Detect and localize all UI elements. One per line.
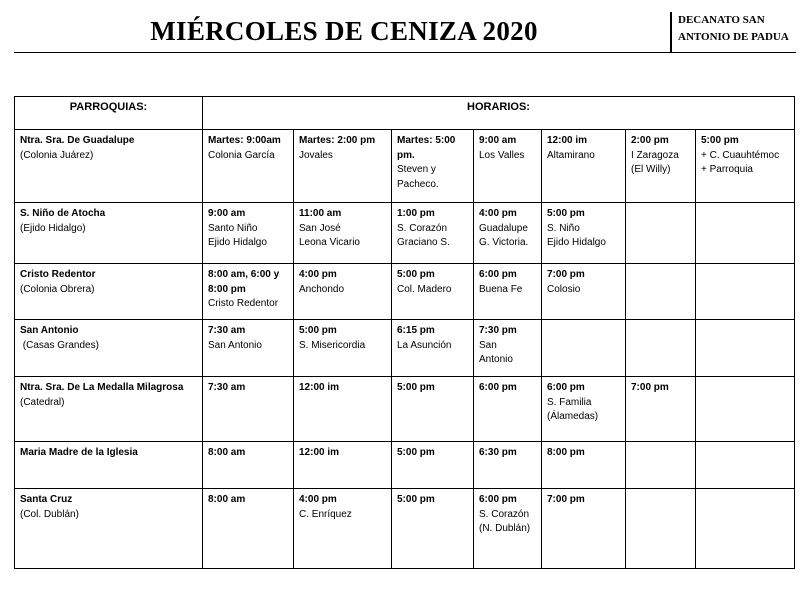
schedule-cell xyxy=(294,377,392,442)
parish-location: (Casas Grandes) xyxy=(20,339,99,351)
mass-time: 2:00 pm xyxy=(631,135,669,146)
schedule-cell xyxy=(474,320,542,377)
schedule-cell xyxy=(474,442,542,489)
schedule-cell xyxy=(392,442,474,489)
mass-location: S. Corazón xyxy=(479,508,530,520)
mass-location: (N. Dublán) xyxy=(479,523,531,534)
schedule-cell xyxy=(474,203,542,264)
parish-location: (Colonia Obrera) xyxy=(20,283,95,295)
mass-location: S. Niño xyxy=(547,222,580,234)
parish-location: (Col. Dublán) xyxy=(20,508,79,520)
mass-time: 8:00 am xyxy=(208,447,246,458)
table-row xyxy=(15,130,795,203)
mass-location: San Antonio xyxy=(208,339,262,351)
schedule-cell xyxy=(626,264,696,320)
table-row xyxy=(15,442,795,489)
schedule-cell xyxy=(696,377,795,442)
mass-location: C. Enríquez xyxy=(299,508,352,520)
table-row xyxy=(15,264,795,320)
schedule-cell xyxy=(294,320,392,377)
header-parroquias: PARROQUIAS: xyxy=(15,97,203,130)
mass-time: 7:00 pm xyxy=(547,494,585,505)
table-row xyxy=(15,203,795,264)
mass-time: 7:00 pm xyxy=(631,382,669,393)
parish-cell xyxy=(15,264,203,320)
parish-name: Ntra. Sra. De La Medalla Milagrosa xyxy=(20,382,184,393)
mass-time: 8:00 am xyxy=(208,494,246,505)
schedule-cell xyxy=(542,130,626,203)
mass-location: + Parroquia xyxy=(701,164,753,175)
schedule-cell xyxy=(696,320,795,377)
mass-time: 4:00 pm xyxy=(299,494,337,505)
parish-name: Santa Cruz xyxy=(20,494,73,505)
schedule-cell xyxy=(203,442,294,489)
mass-location: Leona Vicario xyxy=(299,237,360,248)
schedule-cell xyxy=(696,264,795,320)
schedule-cell xyxy=(203,377,294,442)
parish-name: San Antonio xyxy=(20,325,79,336)
schedule-cell xyxy=(474,489,542,569)
parish-cell xyxy=(15,320,203,377)
mass-time: 4:00 pm xyxy=(299,269,337,280)
schedule-cell xyxy=(392,130,474,203)
schedule-cell xyxy=(626,320,696,377)
schedule-cell xyxy=(696,130,795,203)
mass-location: G. Victoria. xyxy=(479,237,529,248)
schedule-cell xyxy=(542,320,626,377)
mass-location: Steven y xyxy=(397,164,436,175)
mass-time: 7:30 am xyxy=(208,325,246,336)
mass-time: 5:00 pm xyxy=(701,135,739,146)
schedule-cell xyxy=(626,377,696,442)
schedule-cell xyxy=(474,130,542,203)
mass-time: Martes: 5:00 pm. xyxy=(397,135,456,161)
parish-cell xyxy=(15,203,203,264)
schedule-cell xyxy=(392,489,474,569)
schedule-cell xyxy=(696,489,795,569)
mass-location: Graciano S. xyxy=(397,237,450,248)
mass-time: Martes: 9:00am xyxy=(208,135,281,146)
parish-location: (Catedral) xyxy=(20,396,65,408)
parish-cell xyxy=(15,377,203,442)
mass-time: 12:00 im xyxy=(299,447,340,458)
mass-time: 7:00 pm xyxy=(547,269,585,280)
mass-location: I Zaragoza xyxy=(631,149,679,161)
parish-location: (Colonia Juárez) xyxy=(20,149,94,161)
mass-location: La Asunción xyxy=(397,339,452,351)
mass-time: 6:00 pm xyxy=(479,382,517,393)
schedule-cell xyxy=(542,203,626,264)
page-title: MIÉRCOLES DE CENIZA 2020 xyxy=(150,16,538,46)
schedule-cell xyxy=(696,203,795,264)
parish-cell xyxy=(15,489,203,569)
mass-time: 6:00 pm xyxy=(479,269,517,280)
mass-time: 8:00 am, 6:00 y 8:00 pm xyxy=(208,269,280,295)
mass-time: 5:00 pm xyxy=(397,269,435,280)
mass-time: 7:30 am xyxy=(208,382,246,393)
mass-time: 9:00 am xyxy=(208,208,246,219)
parish-location: (Ejido Hidalgo) xyxy=(20,222,86,234)
schedule-cell xyxy=(392,377,474,442)
mass-time: 11:00 am xyxy=(299,208,342,219)
mass-time: 5:00 pm xyxy=(397,447,435,458)
mass-location: Cristo Redentor xyxy=(208,298,279,309)
mass-location: Anchondo xyxy=(299,283,345,295)
parish-cell xyxy=(15,130,203,203)
header-horarios: HORARIOS: xyxy=(203,97,795,130)
mass-time: 12:00 im xyxy=(299,382,340,393)
mass-time: Martes: 2:00 pm xyxy=(299,135,376,146)
mass-time: 6:15 pm xyxy=(397,325,435,336)
title-divider xyxy=(14,52,796,53)
mass-time: 6:00 pm xyxy=(547,382,585,393)
decanato-line-2: ANTONIO DE PADUA xyxy=(678,31,789,43)
mass-time: 5:00 pm xyxy=(299,325,337,336)
mass-time: 9:00 am xyxy=(479,135,517,146)
mass-location: Buena Fe xyxy=(479,283,523,295)
schedule-cell xyxy=(542,442,626,489)
mass-location: Ejido Hidalgo xyxy=(208,237,267,248)
schedule-cell xyxy=(294,489,392,569)
schedule-cell xyxy=(474,377,542,442)
mass-location: S. Misericordia xyxy=(299,339,366,351)
mass-location: + C. Cuauhtémoc xyxy=(701,149,780,161)
schedule-cell xyxy=(626,442,696,489)
schedule-cell xyxy=(626,489,696,569)
schedule-cell xyxy=(626,203,696,264)
schedule-cell xyxy=(392,320,474,377)
schedule-table xyxy=(14,96,795,569)
mass-time: 12:00 im xyxy=(547,135,588,146)
mass-location: S. Corazón xyxy=(397,222,448,234)
mass-location: San José xyxy=(299,222,341,234)
schedule-cell xyxy=(203,320,294,377)
schedule-cell xyxy=(294,442,392,489)
mass-location: Santo Niño xyxy=(208,222,258,234)
mass-location: Ejido Hidalgo xyxy=(547,237,606,248)
mass-location: (Álamedas) xyxy=(547,411,599,422)
table-row xyxy=(15,320,795,377)
schedule-cell xyxy=(203,489,294,569)
mass-location: Col. Madero xyxy=(397,283,452,295)
parish-cell xyxy=(15,442,203,489)
mass-location: Guadalupe xyxy=(479,222,528,234)
parish-name: S. Niño de Atocha xyxy=(20,208,106,219)
parish-name: Ntra. Sra. De Guadalupe xyxy=(20,135,135,146)
schedule-cell xyxy=(392,264,474,320)
schedule-cell xyxy=(203,264,294,320)
mass-time: 4:00 pm xyxy=(479,208,517,219)
schedule-cell xyxy=(294,130,392,203)
mass-time: 6:30 pm xyxy=(479,447,517,458)
mass-time: 6:00 pm xyxy=(479,494,517,505)
parish-name: Maria Madre de la Iglesia xyxy=(20,447,138,458)
schedule-cell xyxy=(696,442,795,489)
schedule-cell xyxy=(542,264,626,320)
mass-location: Pacheco. xyxy=(397,178,439,190)
mass-location: Altamirano xyxy=(547,149,595,161)
mass-time: 8:00 pm xyxy=(547,447,585,458)
mass-location: Antonio xyxy=(479,354,513,365)
schedule-cell xyxy=(294,203,392,264)
mass-location: Jovales xyxy=(299,149,333,161)
mass-time: 5:00 pm xyxy=(397,494,435,505)
parish-name: Cristo Redentor xyxy=(20,269,96,280)
schedule-cell xyxy=(474,264,542,320)
mass-location: Colonia García xyxy=(208,149,275,161)
mass-location: Colosio xyxy=(547,283,581,295)
decanato-line-1: DECANATO SAN xyxy=(678,14,765,26)
mass-time: 5:00 pm xyxy=(547,208,585,219)
decanato-label xyxy=(670,12,800,52)
schedule-cell xyxy=(203,203,294,264)
mass-location: S. Familia xyxy=(547,396,592,408)
mass-location: San xyxy=(479,339,497,351)
schedule-cell xyxy=(392,203,474,264)
mass-time: 7:30 pm xyxy=(479,325,517,336)
schedule-cell xyxy=(294,264,392,320)
mass-location: (El Willy) xyxy=(631,164,671,175)
schedule-cell xyxy=(626,130,696,203)
schedule-cell xyxy=(542,489,626,569)
mass-location: Los Valles xyxy=(479,149,525,161)
schedule-cell xyxy=(542,377,626,442)
table-row xyxy=(15,489,795,569)
mass-time: 5:00 pm xyxy=(397,382,435,393)
table-row xyxy=(15,377,795,442)
schedule-cell xyxy=(203,130,294,203)
mass-time: 1:00 pm xyxy=(397,208,435,219)
